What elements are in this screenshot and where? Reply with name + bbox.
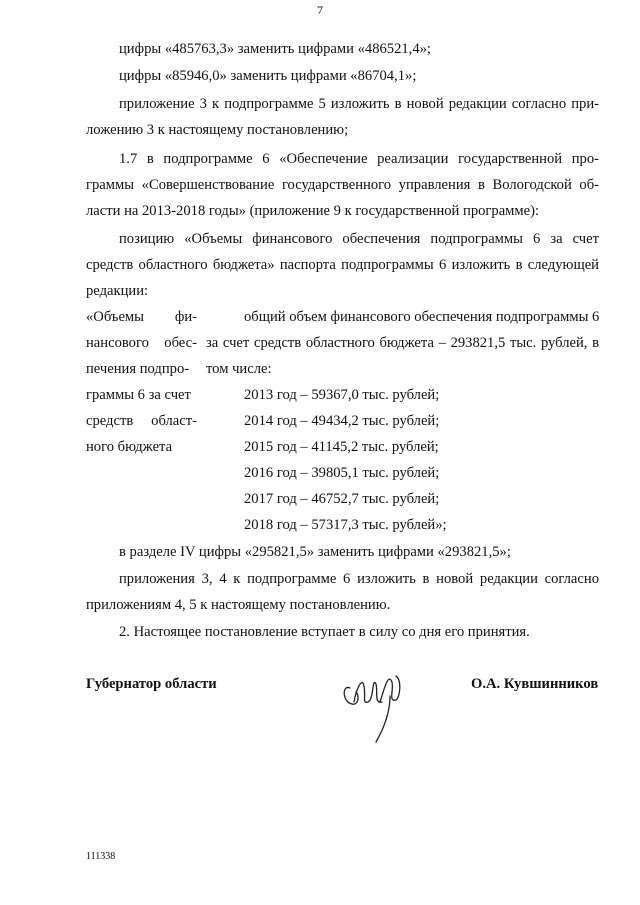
text-line: ложению 3 к настоящему постановлению;: [86, 122, 349, 138]
text-line: приложения 3, 4 к подпрограмме 6 изложить в новой редакции согласно: [119, 571, 599, 587]
table-value-line: общий объем финансового обеспечения подпрограммы 6: [244, 309, 600, 325]
text-line: граммы «Совершенствование государственного управления в Вологодской об-: [86, 177, 599, 193]
table-value-line: за счет средств областного бюджета – 293821,5 тыс. рублей, в: [206, 335, 599, 351]
table-value-line: том числе:: [206, 361, 272, 377]
text-line: цифры «485763,3» заменить цифрами «486521,4»;: [119, 41, 431, 57]
table-label-line: средств област-: [86, 413, 197, 429]
signatory-name: О.А. Кувшинников: [471, 676, 599, 692]
text-line: 1.7 в подпрограмме 6 «Обеспечение реализации государственной про-: [119, 151, 599, 167]
table-year-line: 2018 год – 57317,3 тыс. рублей»;: [244, 517, 447, 533]
text-line: в разделе IV цифры «295821,5» заменить цифрами «293821,5»;: [119, 544, 511, 560]
text-line: позицию «Объемы финансового обеспечения подпрограммы 6 за счет: [119, 231, 599, 247]
table-label-line: ного бюджета: [86, 439, 173, 455]
table-year-line: 2015 год – 41145,2 тыс. рублей;: [244, 439, 439, 455]
table-label-line: граммы 6 за счет: [86, 387, 191, 403]
table-year-line: 2014 год – 49434,2 тыс. рублей;: [244, 413, 440, 429]
text-line: 2. Настоящее постановление вступает в силу со дня его принятия.: [119, 624, 530, 640]
page-number: 7: [317, 3, 323, 17]
table-label-line: «Объемы фи-: [86, 309, 197, 325]
text-line: средств областного бюджета» паспорта подпрограммы 6 изложить в следующей: [86, 257, 599, 273]
table-label-line: печения подпро-: [86, 361, 190, 377]
table-year-line: 2016 год – 39805,1 тыс. рублей;: [244, 465, 440, 481]
table-label-line: нансового обес-: [86, 335, 197, 351]
table-year-line: 2013 год – 59367,0 тыс. рублей;: [244, 387, 440, 403]
text-line: приложениям 4, 5 к настоящему постановлению.: [86, 597, 391, 613]
handwritten-signature: [340, 662, 420, 744]
document-code: 111338: [86, 851, 116, 862]
text-line: приложение 3 к подпрограмме 5 изложить в новой редакции согласно при-: [119, 96, 599, 112]
text-line: цифры «85946,0» заменить цифрами «86704,1»;: [119, 68, 417, 84]
text-line: редакции:: [86, 283, 149, 299]
table-year-line: 2017 год – 46752,7 тыс. рублей;: [244, 491, 440, 507]
signatory-position: Губернатор области: [86, 676, 217, 692]
text-line: ласти на 2013-2018 годы» (приложение 9 к государственной программе):: [86, 203, 540, 219]
